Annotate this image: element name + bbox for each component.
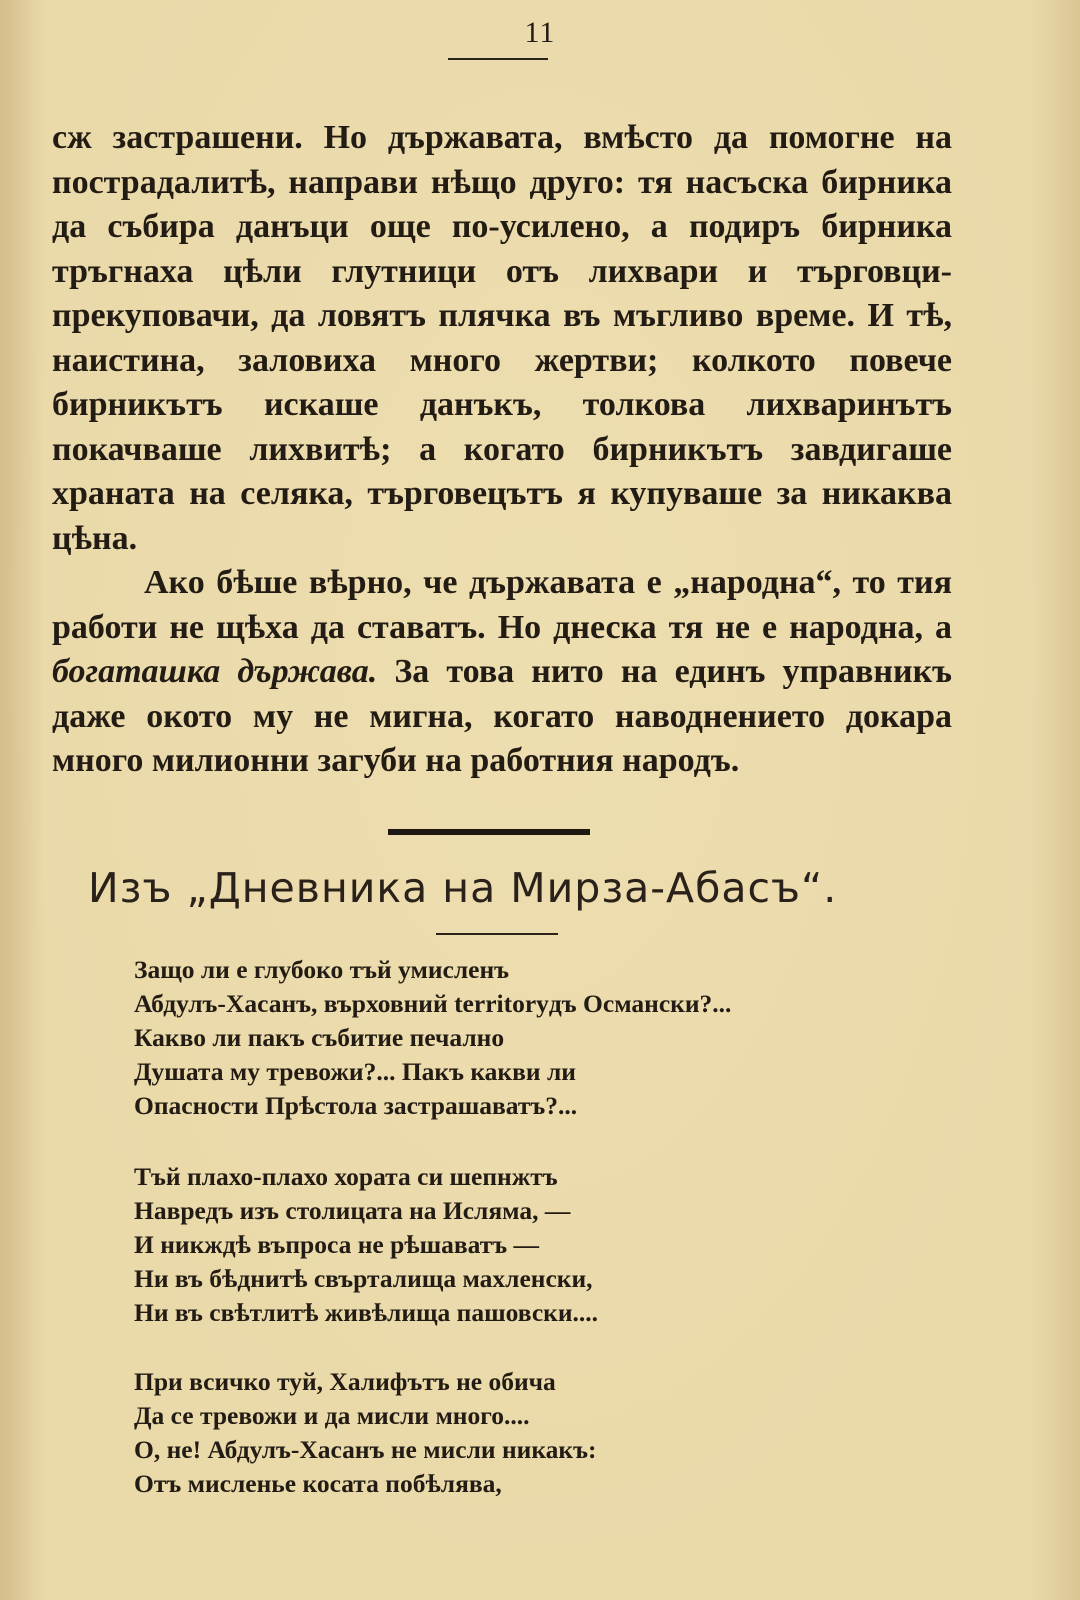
poem-line: Отъ мисленье косата побѣлява, (134, 1469, 502, 1498)
poem-line: О, не! Абдулъ-Хасанъ не мисли никакъ: (134, 1435, 597, 1464)
poem-title: Изъ „Дневника на Мирза-Абасъ“. (88, 864, 838, 912)
page-number-rule (448, 58, 548, 60)
poem-line: Да се тревожи и да мисли много.... (134, 1401, 530, 1430)
poem-line: Ни въ свѣтлитѣ живѣлища пашовски.... (134, 1298, 599, 1327)
poem-line: И никждѣ въпроса не рѣшаватъ — (134, 1230, 540, 1259)
prose-paragraph-2-before: Ако бѣше вѣрно, че държавата е „народна“, то тия работи не щѣха да ставатъ. Но днеска тя не е народна, а (52, 564, 952, 646)
prose-text (52, 116, 952, 784)
poem-line: Тъй плахо-плахо хората си шепнжтъ (134, 1162, 558, 1191)
prose-paragraph-2-after: За това нито на единъ управникъ даже окото му не мигна, когато наводнението докара много милионни загуби на работния народъ. (52, 653, 952, 779)
section-divider (388, 829, 590, 835)
poem-stanza-1 (134, 953, 1014, 1123)
page-number: 11 (524, 16, 556, 49)
prose-paragraph-1: сж застрашени. Но държавата, вмѣсто да помогне на пострадалитѣ, направи нѣщо друго: тя насъска бирника да събира данъци още по-усилено, а подиръ бирника тръгнаха цѣли глутници отъ лихвари и търговци-прекуповачи, да ловятъ плячка въ мъгливо време. И тѣ, наистина, заловиха много жертви; колкото повече бирникътъ искаше данъкъ, толкова лихваринътъ покачваше лихвитѣ; а когато бирникътъ завдигаше храната на селяка, търговецътъ я купуваше за никаква цѣна. (52, 119, 952, 557)
poem-line: Опасности Прѣстола застрашаватъ?... (134, 1091, 578, 1120)
poem-line: Навредъ изъ столицата на Исляма, — (134, 1196, 571, 1225)
prose-emphasis: богаташка държава. (52, 653, 378, 690)
poem-line: Защо ли е глубоко тъй умисленъ (134, 955, 510, 984)
poem-stanza-2 (134, 1160, 1014, 1330)
poem-line: Душата му тревожи?... Пакъ какви ли (134, 1057, 576, 1086)
poem-line: Ни въ бѣднитѣ свърталища махленски, (134, 1264, 593, 1293)
poem-stanza-3 (134, 1365, 1014, 1501)
prose-paragraph-2 (52, 561, 952, 784)
poem-line: Какво ли пакъ събитие печално (134, 1023, 505, 1052)
title-rule (436, 933, 558, 935)
poem-line: При всичко туй, Халифътъ не обича (134, 1367, 556, 1396)
poem-line: Абдулъ-Хасанъ, върховний territoryдъ Османски?... (134, 989, 732, 1018)
